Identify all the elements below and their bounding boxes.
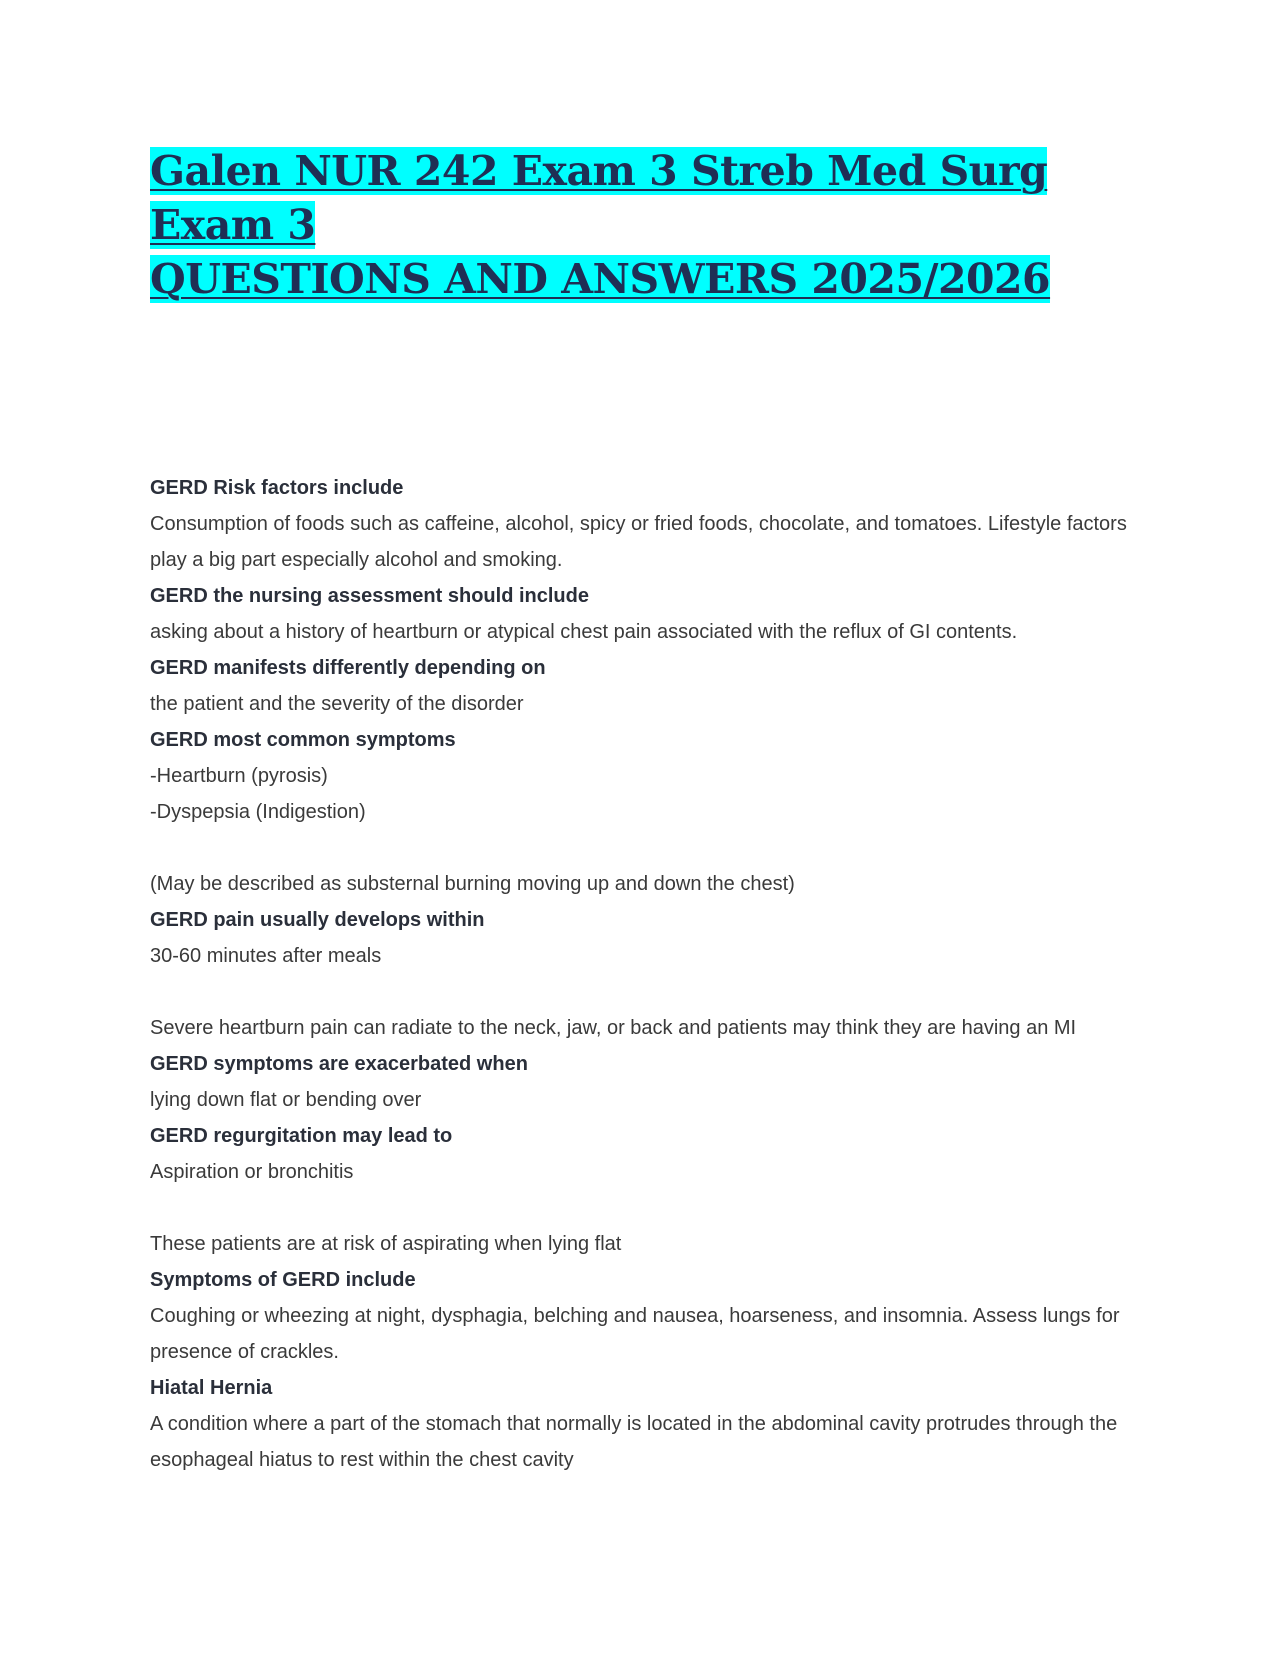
blank-line [150, 830, 1140, 866]
blank-line [150, 974, 1140, 1010]
answer-line: Aspiration or bronchitis [150, 1161, 354, 1183]
question: Symptoms of GERD include [150, 1269, 416, 1291]
question: GERD pain usually develops within [150, 909, 485, 931]
answer-line: These patients are at risk of aspirating when lying flat [150, 1233, 622, 1255]
answer-line: -Heartburn (pyrosis) [150, 765, 328, 787]
question: Hiatal Hernia [150, 1377, 273, 1399]
answer-line: -Dyspepsia (Indigestion) [150, 801, 366, 823]
answer-line: Consumption of foods such as caffeine, alcohol, spicy or fried foods, chocolate, and tomatoes. Lifestyle factors play a big part especially alcohol and smoking. [150, 513, 1127, 571]
question: GERD most common symptoms [150, 729, 456, 751]
question: GERD symptoms are exacerbated when [150, 1053, 528, 1075]
answer-line: Coughing or wheezing at night, dysphagia, belching and nausea, hoarseness, and insomnia. Assess lungs for presence of crackles. [150, 1305, 1120, 1363]
qa-list [150, 470, 1140, 1478]
question: GERD the nursing assessment should include [150, 585, 589, 607]
title-line-1: Galen NUR 242 Exam 3 Streb Med Surg Exam 3 [150, 147, 1048, 249]
question: GERD Risk factors include [150, 477, 404, 499]
question: GERD manifests differently depending on [150, 657, 546, 679]
blank-line [150, 1190, 1140, 1226]
document-title [150, 144, 1140, 306]
answer-line: lying down flat or bending over [150, 1089, 422, 1111]
answer-line: A condition where a part of the stomach that normally is located in the abdominal cavity protrudes through the esophageal hiatus to rest within the chest cavity [150, 1413, 1118, 1471]
answer-line: Severe heartburn pain can radiate to the neck, jaw, or back and patients may think they are having an MI [150, 1017, 1077, 1039]
answer-line: (May be described as substernal burning moving up and down the chest) [150, 873, 795, 895]
answer-line: 30-60 minutes after meals [150, 945, 382, 967]
title-line-2: QUESTIONS AND ANSWERS 2025/2026 [150, 255, 1051, 303]
question: GERD regurgitation may lead to [150, 1125, 453, 1147]
answer-line: the patient and the severity of the disorder [150, 693, 524, 715]
answer-line: asking about a history of heartburn or atypical chest pain associated with the reflux of GI contents. [150, 621, 1018, 643]
